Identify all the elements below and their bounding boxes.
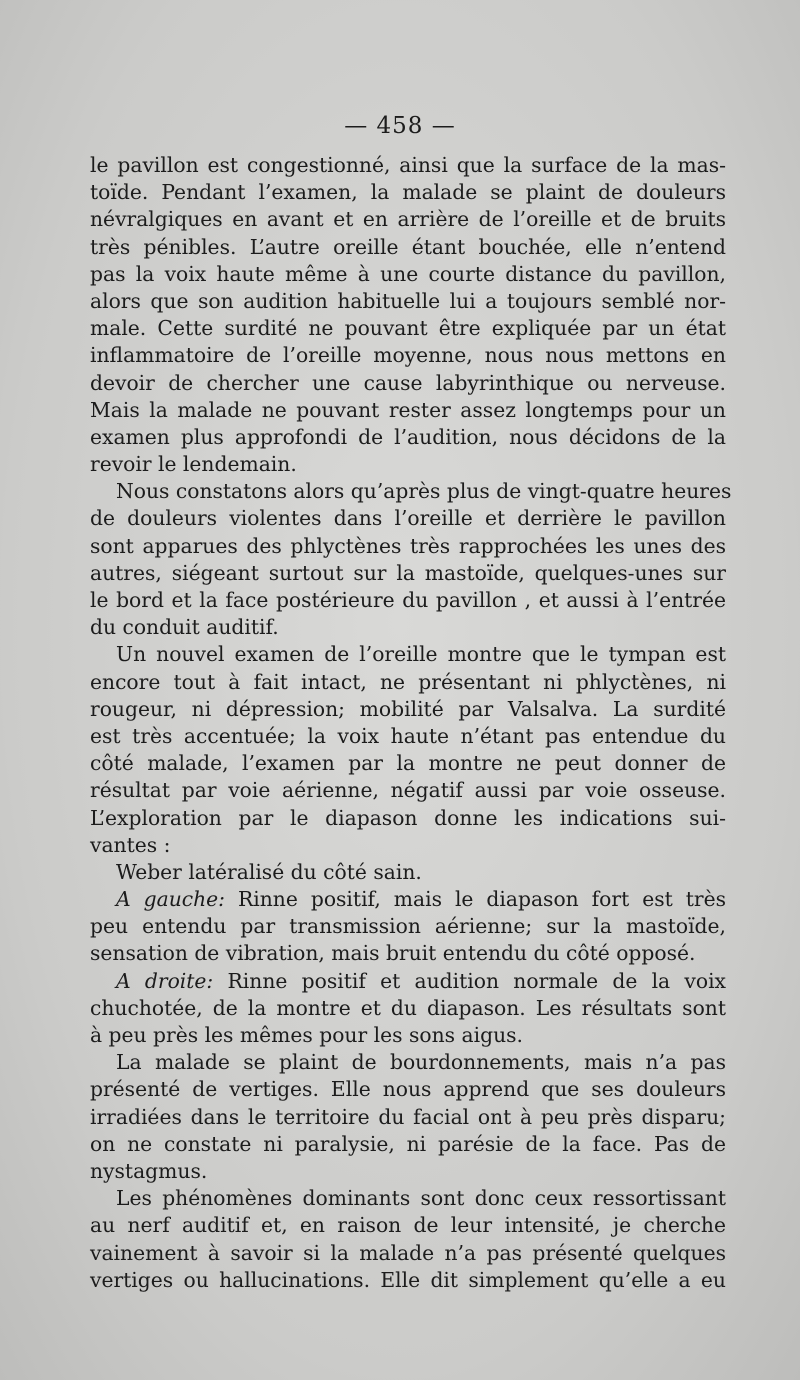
text-line: résultat par voie aérienne, négatif aussi par voie osseuse. <box>90 778 726 803</box>
text-line: le pavillon est congestionné, ainsi que la surface de la mas- <box>90 153 726 177</box>
text-line: sensation de vibration, mais bruit entendu du côté opposé. <box>90 941 696 966</box>
text-line: vertiges ou hallucinations. Elle dit simplement qu’elle a eu <box>90 1267 726 1292</box>
text-line: côté malade, l’examen par la montre ne peut donner de <box>90 751 726 776</box>
italic-label: A droite: <box>116 968 214 993</box>
text-line: rougeur, ni dépression; mobilité par Valsalva. La surdité <box>90 696 726 721</box>
text-line <box>90 968 726 995</box>
text-line: on ne constate ni paralysie, ni parésie de la face. Pas de <box>90 1131 726 1156</box>
text-line: inflammatoire de l’oreille moyenne, nous nous mettons en <box>90 343 726 368</box>
text-line: Les phénomènes dominants sont donc ceux ressortissant <box>116 1186 726 1211</box>
text-line: examen plus approfondi de l’audition, nous décidons de la <box>90 424 726 449</box>
text-span: Rinne positif, mais le diapason fort est très <box>225 887 726 912</box>
text-line: nystagmus. <box>90 1158 208 1183</box>
text-line: chuchotée, de la montre et du diapason. Les résultats sont <box>90 995 726 1020</box>
text-line: est très accentuée; la voix haute n’étant pas entendue du <box>90 723 726 748</box>
text-line: irradiées dans le territoire du facial ont à peu près disparu; <box>90 1104 726 1129</box>
page-number: — 458 — <box>344 113 456 139</box>
italic-label: A gauche: <box>116 887 226 912</box>
text-line: male. Cette surdité ne pouvant être expliquée par un état <box>90 316 726 341</box>
text-line: sont apparues des phlyctènes très rapprochées les unes des <box>90 533 726 558</box>
text-line: Weber latéralisé du côté sain. <box>116 859 422 884</box>
text-line: toïde. Pendant l’examen, la malade se plaint de douleurs <box>90 180 726 205</box>
body-text <box>90 152 732 1294</box>
text-line: autres, siégeant surtout sur la mastoïde, quelques-unes sur <box>90 560 726 585</box>
text-line: L’exploration par le diapason donne les indications sui- <box>90 805 726 830</box>
text-line: vainement à savoir si la malade n’a pas présenté quelques <box>90 1240 726 1265</box>
text-line: peu entendu par transmission aérienne; sur la mastoïde, <box>90 914 726 939</box>
text-line: du conduit auditif. <box>90 615 279 640</box>
text-line: présenté de vertiges. Elle nous apprend que ses douleurs <box>90 1077 726 1102</box>
text-line: très pénibles. L’autre oreille étant bouchée, elle n’entend <box>90 234 726 259</box>
text-line: vantes : <box>90 832 171 857</box>
text-line: névralgiques en avant et en arrière de l’oreille et de bruits <box>90 207 726 232</box>
text-line: Nous constatons alors qu’après plus de vingt-quatre heures <box>116 479 732 504</box>
text-line: à peu près les mêmes pour les sons aigus. <box>90 1023 523 1047</box>
text-line: Un nouvel examen de l’oreille montre que le tympan est <box>116 642 726 667</box>
text-line: pas la voix haute même à une courte distance du pavillon, <box>90 261 726 286</box>
text-line <box>90 886 726 913</box>
text-line: revoir le lendemain. <box>90 452 297 477</box>
text-line: alors que son audition habituelle lui a toujours semblé nor- <box>90 288 726 313</box>
text-line: de douleurs violentes dans l’oreille et derrière le pavillon <box>90 506 726 531</box>
text-line: encore tout à fait intact, ne présentant ni phlyctènes, ni <box>90 669 726 694</box>
text-line: devoir de chercher une cause labyrinthique ou nerveuse. <box>90 370 726 395</box>
text-line: au nerf auditif et, en raison de leur intensité, je cherche <box>90 1213 726 1238</box>
text-line: le bord et la face postérieure du pavillon , et aussi à l’entrée <box>90 588 726 612</box>
text-line: Mais la malade ne pouvant rester assez longtemps pour un <box>90 397 726 422</box>
text-line: La malade se plaint de bourdonnements, mais n’a pas <box>116 1050 726 1075</box>
text-span: Rinne positif et audition normale de la voix <box>213 968 726 993</box>
